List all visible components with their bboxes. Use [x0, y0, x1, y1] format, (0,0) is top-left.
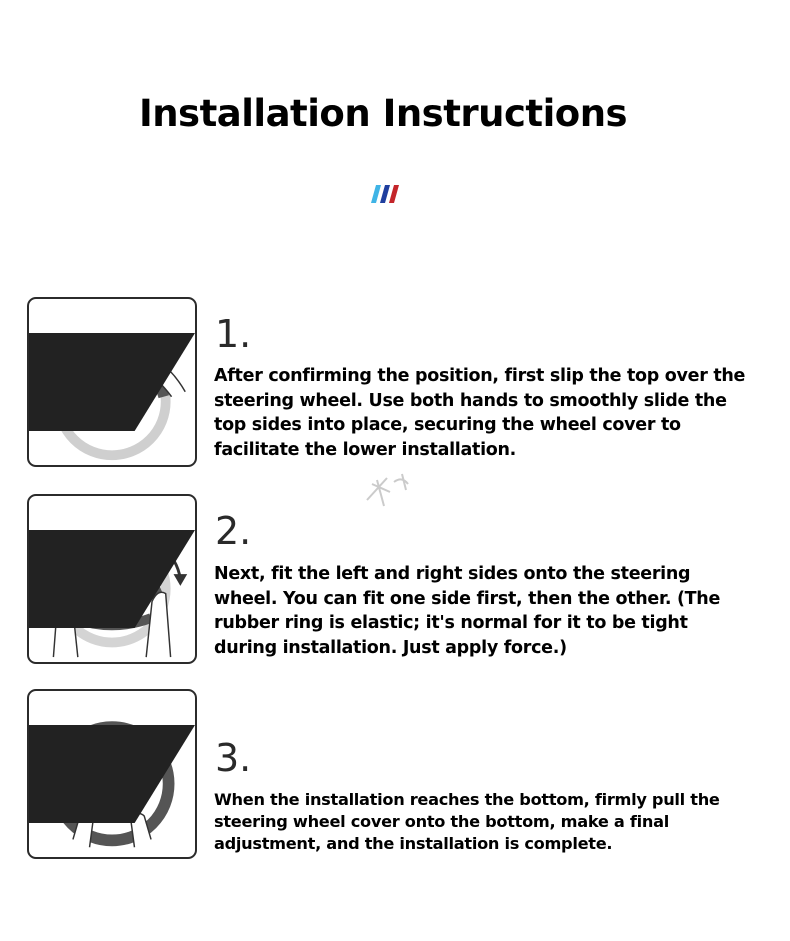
step-badge: 02: [36, 498, 51, 518]
step-1-illustration: [27, 297, 197, 467]
step-badge: 03: [36, 693, 51, 713]
step-description: When the installation reaches the bottom, firmly pull the steering wheel cover onto the bottom, make a final adjustment, and the installation is complete.: [214, 790, 720, 853]
step-description: Next, fit the left and right sides onto the steering wheel. You can fit one side first, then the other. (The rubber ring is elastic; it's normal for it to be tight during installation. Just apply force.): [214, 564, 721, 658]
step-badge-shape: [29, 691, 195, 857]
step-2-illustration: [27, 494, 197, 664]
step-number: 1.: [215, 312, 252, 356]
step-badge: 01: [36, 301, 51, 321]
tricolor-stripes-icon: [371, 185, 401, 203]
step-badge-shape: [29, 299, 195, 465]
step-description: After confirming the position, first slip the top over the steering wheel. Use both hands to smoothly slide the top sides into place, securing the wheel cover to facilitate the lower installation.: [214, 366, 746, 460]
watermark-icon: [362, 470, 422, 510]
step-number: 2.: [215, 509, 252, 553]
page-title: Installation Instructions: [138, 92, 628, 135]
step-3-illustration: [27, 689, 197, 859]
step-badge-shape: [29, 496, 195, 662]
step-number: 3.: [215, 736, 252, 780]
